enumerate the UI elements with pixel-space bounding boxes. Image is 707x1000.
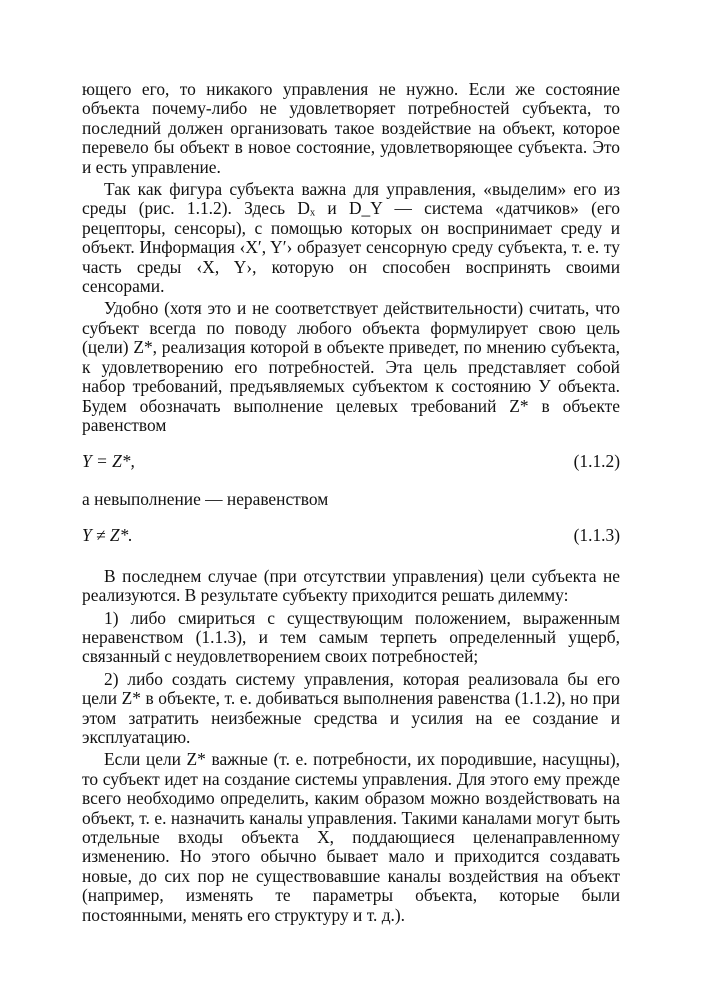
paragraph-inequality-intro: а невыполнение — неравенством xyxy=(82,489,329,510)
formula-expression: Y = Z*, xyxy=(82,451,135,472)
formula-equality xyxy=(82,452,620,472)
paragraph-subject-goals: Удобно (хотя это и не соответствует действительности) считать, что субъект всегда по поводу любого объекта формулирует свою цель (цели) Z*, реализация которой в объекте приведет, по мнению субъекта, к удовлетворению его потребностей. Эта цель представляет собой набор требований, предъявляемых субъектом к состоянию У объекта. Будем обозначать выполнение целевых требований Z* в объекте равенством xyxy=(82,298,620,435)
formula-number: (1.1.3) xyxy=(573,524,620,545)
paragraph-control-channels: Если цели Z* важные (т. е. потребности, их породившие, насущны), то субъект идет на создание системы управления. Для этого ему прежде всего необходимо определить, каким образом можно воздействовать на объект, т. е. назначить каналы управления. Такими каналами могут быть отдельные входы объекта X, поддающиеся целенаправленному изменению. Но этого обычно бывает мало и приходится создавать новые, до сих пор не существовавшие каналы воздействия на объект (например, изменять те параметры объекта, которые были постоянными, менять его структуру и т. д.). xyxy=(82,749,620,925)
paragraph-control-definition: ющего его, то никакого управления не нужно. Если же состояние объекта почему-либо не удовлетворяет потребностей субъекта, то последний должен организовать такое воздействие на объект, которое перевело бы объект в новое состояние, удовлетворяющее субъекта. Это и есть управление. xyxy=(82,79,620,177)
paragraph-option-one: 1) либо смириться с существующим положением, выраженным неравенством (1.1.3), и тем самым терпеть определенный ущерб, связанный с неудовлетворением своих потребностей; xyxy=(82,607,620,667)
paragraph-option-two: 2) либо создать систему управления, которая реализовала бы его цели Z* в объекте, т. е. добиваться выполнения равенства (1.1.2), но при этом затратить неизбежные средства и усилия на ее создание и эксплуатацию. xyxy=(82,668,620,747)
paragraph-subject-environment: Так как фигура субъекта важна для управления, «выделим» его из среды (рис. 1.1.2). Здесь Dₓ и D_Y — система «датчиков» (его рецепторы, сенсоры), с помощью которых он воспринимает среду и объект. Информация ‹X′, Y′› образует сенсорную среду субъекта, т. е. ту часть среды ‹X, Y›, которую он способен воспринять своими сенсорами. xyxy=(82,179,620,297)
formula-inequality xyxy=(82,526,620,546)
document-page xyxy=(82,80,620,925)
paragraph-dilemma: В последнем случае (при отсутствии управления) цели субъекта не реализуются. В результате субъекту приходится решать дилемму: xyxy=(82,565,620,606)
formula-number: (1.1.2) xyxy=(573,451,620,472)
formula-expression: Y ≠ Z*. xyxy=(82,524,133,545)
